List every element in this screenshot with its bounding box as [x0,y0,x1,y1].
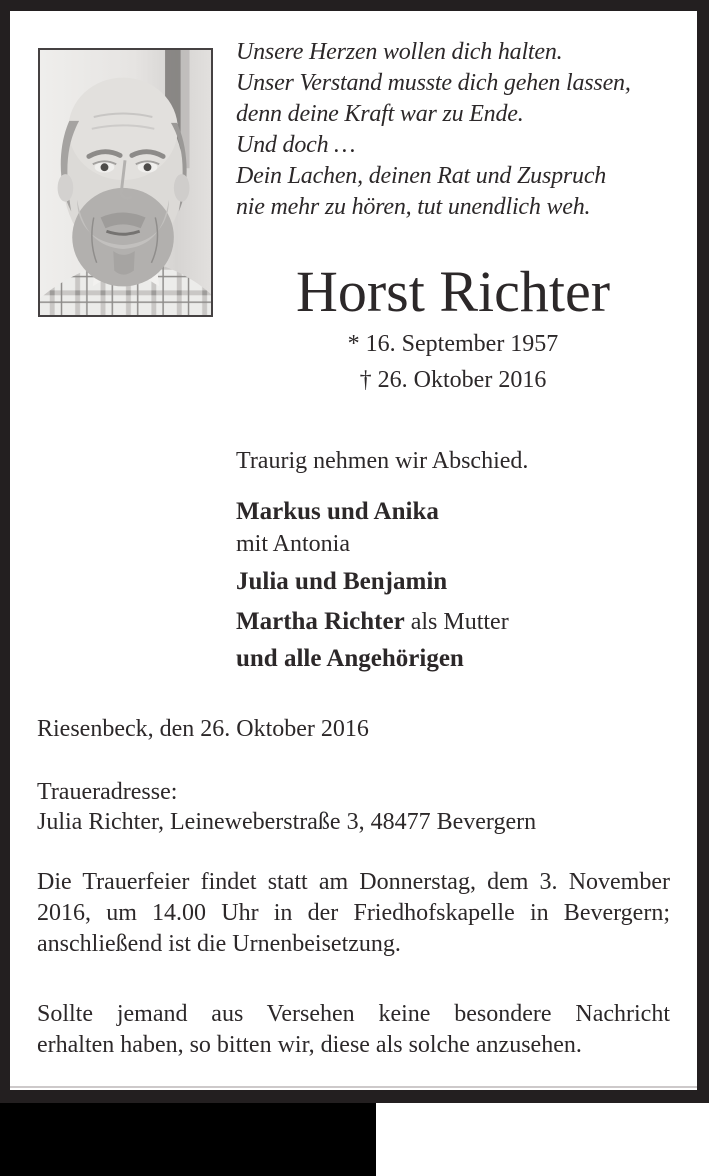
funeral-info-line: 2016, um 14.00 Uhr in der Friedhofskapelle in Bevergern; [37,900,670,926]
mourners-list [236,496,676,675]
deceased-name: Horst Richter [295,259,611,324]
birth-date: * 16. September 1957 [347,331,559,357]
poem-line: Und doch … [236,132,356,158]
mourner-names-regular: mit Antonia [236,531,350,557]
mourning-address-label: Traueradresse: [37,779,178,805]
notification-note [37,999,670,1061]
mourner-names-bold: Julia und Benjamin [236,568,448,595]
notification-note-line: erhalten haben, so bitten wir, diese als solche anzusehen. [37,1032,582,1058]
notification-note-line: Sollte jemand aus Versehen keine besondere Nachricht [37,1001,670,1027]
memorial-poem [236,37,681,223]
mourner-names-bold: Markus und Anika [236,498,439,525]
mourning-address [37,777,677,837]
poem-line: denn deine Kraft war zu Ende. [236,101,524,127]
poem-line: Unsere Herzen wollen dich halten. [236,39,563,65]
life-dates [236,326,670,398]
portrait-photo [38,48,213,317]
place-and-date-line: Riesenbeck, den 26. Oktober 2016 [37,716,369,742]
death-date: † 26. Oktober 2016 [359,367,547,393]
funeral-info-line: Die Trauerfeier findet statt am Donnerstag, dem 3. November [37,869,670,895]
mourner-line [236,606,676,638]
poem-line: Unser Verstand musste dich gehen lassen, [236,70,631,96]
mourner-line [236,528,676,560]
scan-hairline [10,1086,697,1088]
mourner-names-regular: als Mutter [404,609,509,635]
poem-line: Dein Lachen, deinen Rat und Zuspruch [236,163,607,189]
bottom-black-bar [0,1103,376,1176]
mourning-address-value: Julia Richter, Leineweberstraße 3, 48477 Bevergern [37,809,537,835]
mourner-names-bold: und alle Angehörigen [236,645,464,672]
portrait-illustration [40,50,211,315]
poem-line: nie mehr zu hören, tut unendlich weh. [236,194,591,220]
mourner-names-bold: Martha Richter [236,608,405,635]
mourner-line [236,566,676,598]
farewell-line: Traurig nehmen wir Abschied. [236,448,529,474]
mourner-line [236,643,676,675]
funeral-info [37,867,670,960]
funeral-info-line: anschließend ist die Urnenbeisetzung. [37,931,401,957]
mourner-line [236,496,676,528]
